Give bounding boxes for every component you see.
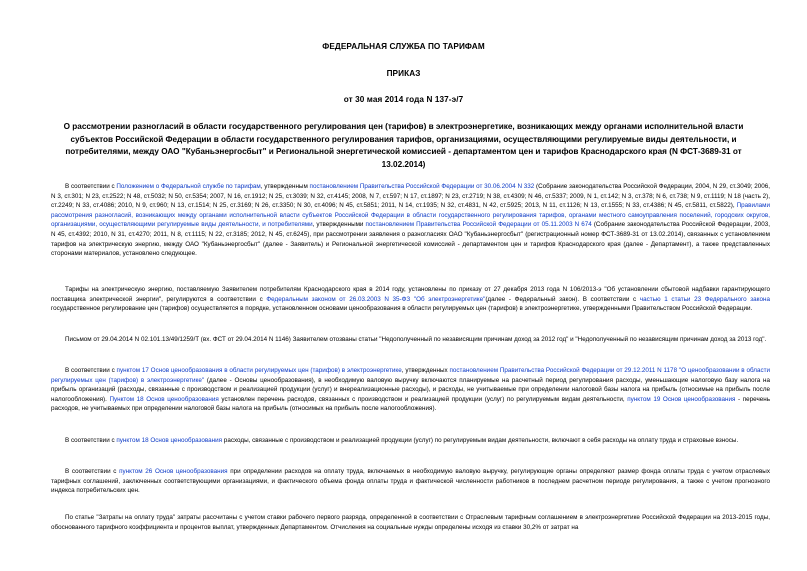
link-clause-19[interactable]: пунктом 19 Основ ценообразования (627, 395, 736, 403)
paragraph-3: Письмом от 29.04.2014 N 02.101.13/49/1259/Т (вх. ФСТ от 29.04.2014 N 1146) Заявителем отозваны статьи "Недополученный по независящим причинам доход за 2012 год" и "Недополученный по независящим причинам доход за 2013 год". (65, 336, 767, 343)
link-clause-17[interactable]: пунктом 17 Основ ценообразования в области регулируемых цен (тарифов) в электроэнергетике (116, 367, 402, 374)
document-date-number: от 30 мая 2014 года N 137-э/7 (343, 95, 464, 104)
link-article-23[interactable]: частью 1 статьи 23 Федерального закона (639, 295, 770, 303)
paragraph-2: Тарифы на электрическую энергию, поставляемую Заявителем потребителям Краснодарского края в 2014 году, установлены по приказу от 27 декабря 2013 года N 106/2013-э "Об установлении сбытовой надбавки гарантирующего поставщика электрической энергии", регулируются в соответствии с Федеральным законом от 26.03.2003 N 35-ФЗ "Об электроэнергетике"(далее - Федеральный закон). В соответствии с частью 1 статьи 23 Федерального закона государственное регулирование цен (тарифов) осуществляется в порядке, установленном основами ценообразования в области регулируемых цен (тарифов) в электроэнергетике, утвержденными Правительством Российской Федерации. (51, 286, 770, 313)
link-clause-18[interactable]: Пунктом 18 Основ ценообразования (109, 395, 219, 403)
paragraph-1: В соответствии с Положением о Федеральной службе по тарифам, утвержденным постановлением Правительства Российской Федерации от 30.06.2004 N 332 (Собрание законодательства Российской Федерации, 2004, N 29, ст.3049; 2006, N 3, ст.301; N 23, ст.2522; N 48, ст.5032; N 50, ст.5354; 2007, N 16, ст.1912; N 25, ст.3039; N 32, ст.4145; 2008, N 7, ст.597; N 17, ст.1897; N 23, ст.2719; N 38, ст.4309; N 46, ст.5337; 2009, N 1, ст.142; N 3, ст.378; N 6, ст.738; N 9, ст.1119; N 18 (часть 2), ст.2249; N 33, ст.4086; 2010, N 9, ст.960; N 13, ст.1514; N 25, ст.3169; N 26, ст.3350; N 30, ст.4096; N 45, ст.5851; 2011, N 14, ст.1935; N 32, ст.4831, N 42, ст.5925; 2013, N 11, ст.1126; N 13, ст.1555; N 33, ст.4386; N 45, ст.5811, ст.5822), Правилами рассмотрения разногласий, возникающих между органами исполнительной власти субъектов Российской Федерации в области государственного регулирования тарифов, органами местного самоуправления поселений, городских округов, организациями, осуществляющими регулируемые виды деятельности, и потребителями, утвержденными постановлением Правительства Российской Федерации от 05.11.2003 N 674 (Собрание законодательства Российской Федерации, 2003, N 45, ст.4392; 2010, N 31, ст.4270; 2011, N 8, ст.1115; N 22, ст.3185; 2012, N 45, ст.6245), при рассмотрении заявления о разногласиях ОАО "Кубаньэнергосбыт" (регистрационный номер ФСТ-3689-31 от 13.02.2014), связанных с установлением тарифов на электрическую энергию, между ОАО "Кубаньэнергосбыт" (далее - Заявитель) и Региональной энергетической комиссией - департаментом цен и тарифов Краснодарского края (далее - Департамент), а также представленных сторонами материалов, установлено следующее. (51, 183, 771, 258)
paragraph-5: В соответствии с пунктом 18 Основ ценообразования расходы, связанные с производством и реализацией продукции (услуг) по регулируемым видам деятельности, включают в себя расходы на оплату труда и страховые взносы. (65, 437, 739, 444)
link-resolution-1178[interactable]: постановлением Правительства Российской Федерации от 29.12.2011 N 1178 "О ценообразовании в области регулируемых цен (тарифов) в электроэнергетике" (51, 367, 771, 384)
paragraph-6: В соответствии с пунктом 26 Основ ценообразования при определении расходов на оплату труда, включаемых в необходимую валовую выручку, регулирующие органы определяют размер фонда оплаты труда с учетом отраслевых тарифных соглашений, заключенных соответствующими организациями, и фактического объема фонда оплаты труда и фактической численности работников в последнем расчетном периоде регулирования, а также с учетом прогнозного индекса потребительских цен. (51, 468, 770, 495)
paragraph-4: В соответствии с пунктом 17 Основ ценообразования в области регулируемых цен (тарифов) в электроэнергетике, утвержденных постановлением Правительства Российской Федерации от 29.12.2011 N 1178 "О ценообразовании в области регулируемых цен (тарифов) в электроэнергетике" (далее - Основы ценообразования), в необходимую валовую выручку включаются планируемые на расчетный период регулирования расходы, уменьшающие налоговую базу налога на прибыль организаций (расходы, связанные с производством и реализацией продукции (услуг) и внереализационные расходы), и расходы, не учитываемые при определении налоговой базы налога на прибыль (относимые на прибыль после налогообложения). Пунктом 18 Основ ценообразования установлен перечень расходов, связанных с производством и реализацией продукции (услуг) по регулируемым видам деятельности, пунктом 19 Основ ценообразования - перечень расходов, не учитываемых при определении налоговой базы налога на прибыль (относимых на прибыль после налогообложения). (51, 367, 771, 413)
document-title: О рассмотрении разногласий в области государственного регулирования цен (тарифов) в электроэнергетике, возникающих между органами исполнительной власти субъектов Российской Федерации в области государственного регулирования тарифов, организациями, осуществляющими регулируемые виды деятельности, и потребителями, между ОАО "Кубаньэнергосбыт" и Региональной энергетической комиссией - департаментом цен и тарифов Краснодарского края (N ФСТ-3689-31 от 13.02.2014) (63, 122, 744, 169)
link-disagreement-rules[interactable]: Правилами рассмотрения разногласий, возникающих между органами исполнительной власти субъектов Российской Федерации в области государственного регулирования тарифов, органами местного самоуправления поселений, городских округов, организациями, осуществляющими регулируемые виды деятельности, и потребителями (51, 202, 770, 229)
link-resolution-674[interactable]: постановлением Правительства Российской Федерации от 05.11.2003 N 674 (365, 221, 592, 229)
link-federal-law-35[interactable]: Федеральным законом от 26.03.2003 N 35-ФЗ "Об электроэнергетике" (266, 295, 486, 303)
paragraph-7: По статье "Затраты на оплату труда" затраты рассчитаны с учетом ставки рабочего первого разряда, определенной в соответствии с Отраслевым тарифным соглашением в электроэнергетике Российской Федерации на 2013-2015 годы, обоснованного тарифного коэффициента и процентов выплат, утвержденных Департаментом. Отчисления на социальные нужды определены исходя из ставки 30,2% от затрат на (51, 514, 770, 531)
link-clause-26[interactable]: пунктом 26 Основ ценообразования (119, 468, 228, 475)
link-clause-18-b[interactable]: пунктом 18 Основ ценообразования (116, 437, 223, 444)
link-resolution-332[interactable]: постановлением Правительства Российской Федерации от 30.06.2004 N 332 (309, 183, 535, 190)
document-type: ПРИКАЗ (386, 69, 421, 78)
agency-name: ФЕДЕРАЛЬНАЯ СЛУЖБА ПО ТАРИФАМ (322, 42, 485, 51)
link-fst-regulation[interactable]: Положением о Федеральной службе по тарифам (116, 183, 261, 190)
